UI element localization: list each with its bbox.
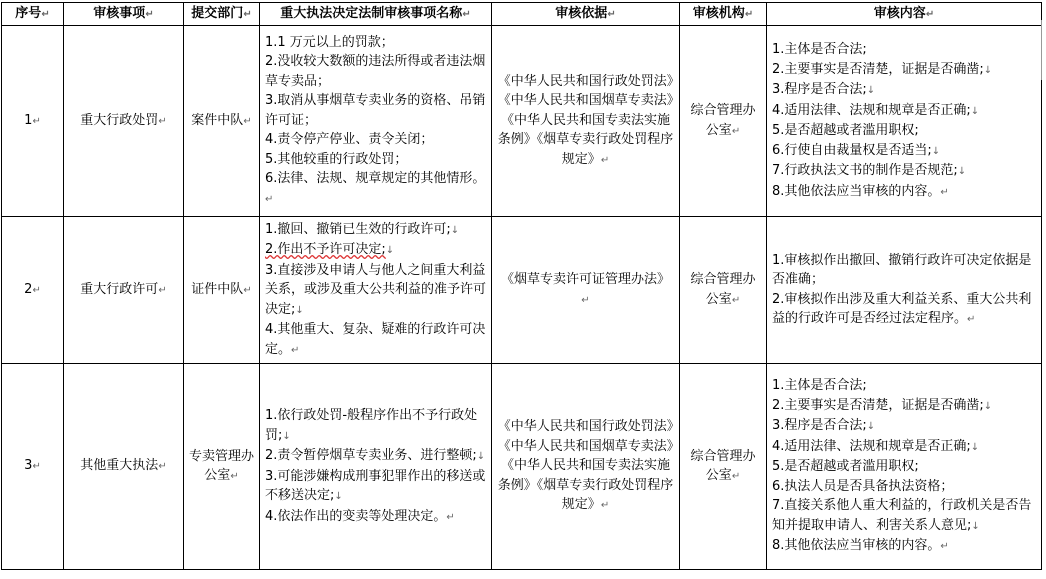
- item-cell: 重大行政许可↵: [64, 217, 184, 364]
- table-row: [2, 26, 1042, 217]
- header-org: 审核机构↵: [680, 3, 767, 26]
- content-line: 6.执法人员是否具备执法资格；: [772, 478, 954, 494]
- page-edge-marker: [1041, 20, 1046, 80]
- name-line: 4.依法作出的变卖等处理决定。: [265, 508, 447, 524]
- content-cell: 1.主体是否合法; 2.主要事实是否清楚，证据是否确凿;↓ 3.程序是否合法;↓ 4.适用法律、法规和规章是否正确;↓ 5.是否超越或者滥用职权; 6.行使自由裁量权是否适当;↓ 7.行政执法文书的制作是否规范;↓ 8.其他依法应当审核的内容。↵: [767, 26, 1042, 217]
- table-row: [2, 217, 1042, 364]
- content-line: 5.是否超越或者滥用职权;: [772, 123, 919, 138]
- header-basis: 审核依据↵: [492, 3, 680, 26]
- content-cell: 1.审核拟作出撤回、撤销行政许可决定依据是否准确； 2.审核拟作出涉及重大利益关系、重大公共利益的行政许可是否经过法定程序。↵: [767, 217, 1042, 364]
- name-line: 2.责令暂停烟草专卖业务、进行整顿;: [265, 448, 477, 463]
- content-line: 3.程序是否合法;: [772, 82, 867, 97]
- table-row: [2, 364, 1042, 570]
- content-line: 2.审核拟作出涉及重大利益关系、重大公共利益的行政许可是否经过法定程序。: [772, 291, 1032, 326]
- basis-cell: 《中华人民共和国行政处罚法》《中华人民共和国烟草专卖法》《中华人民共和国专卖法实施条例》《烟草专卖行政处罚程序规定》↵: [492, 364, 680, 570]
- header-content: 审核内容↵: [767, 3, 1042, 26]
- content-line: 3.程序是否合法;: [772, 418, 867, 434]
- content-line: 2.主要事实是否清楚，证据是否确凿;: [772, 397, 984, 413]
- dept-cell: 专卖管理办公室↵: [184, 364, 260, 570]
- content-line: 8.其他依法应当审核的内容。: [772, 538, 941, 554]
- name-line: 2.没收较大数额的违法所得或者违法烟草专卖品；: [265, 54, 486, 89]
- name-line: 3.可能涉嫌构成刑事犯罪作出的移送或不移送决定;: [265, 468, 486, 503]
- header-item: 审核事项↵: [64, 3, 184, 26]
- header-row: [2, 3, 1042, 26]
- header-dept: 提交部门↵: [184, 3, 260, 26]
- review-table: [1, 2, 1042, 570]
- content-line: 1.主体是否合法;: [772, 378, 867, 394]
- header-name: 重大执法决定法制审核事项名称↵: [260, 3, 492, 26]
- content-line: 5.是否超越或者滥用职权;: [772, 459, 919, 475]
- name-line: 1.撤回、撤销已生效的行政许可;: [265, 221, 451, 237]
- name-line: 1.依行政处罚-般程序作出不予行政处罚;: [265, 408, 478, 443]
- name-line: 4.其他重大、复杂、疑难的行政许可决定。: [265, 322, 486, 357]
- item-cell: 其他重大执法↵: [64, 364, 184, 570]
- name-line: 6.法律、法规、规章规定的其他情形。: [265, 171, 486, 187]
- header-seq: 序号↵: [2, 3, 64, 26]
- content-line: 7.直接关系他人重大利益的，行政机关是否告知并提取申请人、利害关系人意见;: [772, 498, 1032, 533]
- name-line: 3.直接涉及申请人与他人之间重大利益关系，或涉及重大公共利益的准予许可决定;: [265, 262, 487, 317]
- dept-cell: 案件中队↵: [184, 26, 260, 217]
- dept-cell: 证件中队↵: [184, 217, 260, 364]
- seq-cell: 2↵: [2, 217, 64, 364]
- content-line: 1.审核拟作出撤回、撤销行政许可决定依据是否准确；: [772, 252, 1032, 287]
- name-line: 2.作出不予许可决定;: [265, 242, 386, 258]
- name-cell: 1.1 万元以上的罚款； 2.没收较大数额的违法所得或者违法烟草专卖品； 3.取消从事烟草专卖业务的资格、吊销许可证； 4.责令停产停业、责令关闭； 5.其他较重的行政处罚； 6.法律、法规、规章规定的其他情形。↵: [260, 26, 492, 217]
- name-cell: 1.撤回、撤销已生效的行政许可;↓ 2.作出不予许可决定;↓ 3.直接涉及申请人与他人之间重大利益关系，或涉及重大公共利益的准予许可决定;↓ 4.其他重大、复杂、疑难的行政许可决定。↵: [260, 217, 492, 364]
- seq-cell: 3↵: [2, 364, 64, 570]
- content-line: 4.适用法律、法规和规章是否正确;: [772, 102, 971, 118]
- content-line: 4.适用法律、法规和规章是否正确;: [772, 438, 971, 454]
- content-line: 2.主要事实是否清楚，证据是否确凿;: [772, 61, 984, 77]
- org-cell: 综合管理办公室↵: [680, 217, 767, 364]
- basis-cell: 《烟草专卖许可证管理办法》↵: [492, 217, 680, 364]
- content-line: 1.主体是否合法;: [772, 42, 867, 57]
- name-line: 1.1 万元以上的罚款；: [265, 34, 394, 50]
- org-cell: 综合管理办公室↵: [680, 364, 767, 570]
- content-cell: 1.主体是否合法; 2.主要事实是否清楚，证据是否确凿;↓ 3.程序是否合法;↓ 4.适用法律、法规和规章是否正确;↓ 5.是否超越或者滥用职权; 6.执法人员是否具备执法资格； 7.直接关系他人重大利益的，行政机关是否告知并提取申请人、利害关系人意见;↓ 8.其他依法应当审核的内容。↵: [767, 364, 1042, 570]
- name-line: 3.取消从事烟草专卖业务的资格、吊销许可证；: [265, 93, 486, 128]
- org-cell: 综合管理办公室↵: [680, 26, 767, 217]
- content-line: 8.其他依法应当审核的内容。: [772, 183, 941, 199]
- seq-cell: 1↵: [2, 26, 64, 217]
- name-cell: 1.依行政处罚-般程序作出不予行政处罚;↓ 2.责令暂停烟草专卖业务、进行整顿;↓ 3.可能涉嫌构成刑事犯罪作出的移送或不移送决定;↓ 4.依法作出的变卖等处理决定。↵: [260, 364, 492, 570]
- content-line: 7.行政执法文书的制作是否规范;: [772, 163, 958, 178]
- item-cell: 重大行政处罚↵: [64, 26, 184, 217]
- content-line: 6.行使自由裁量权是否适当;: [772, 142, 932, 158]
- name-line: 4.责令停产停业、责令关闭；: [265, 132, 434, 148]
- name-line: 5.其他较重的行政处罚；: [265, 151, 408, 167]
- basis-cell: 《中华人民共和国行政处罚法》《中华人民共和国烟草专卖法》《中华人民共和国专卖法实施条例》《烟草专卖行政处罚程序规定》↵: [492, 26, 680, 217]
